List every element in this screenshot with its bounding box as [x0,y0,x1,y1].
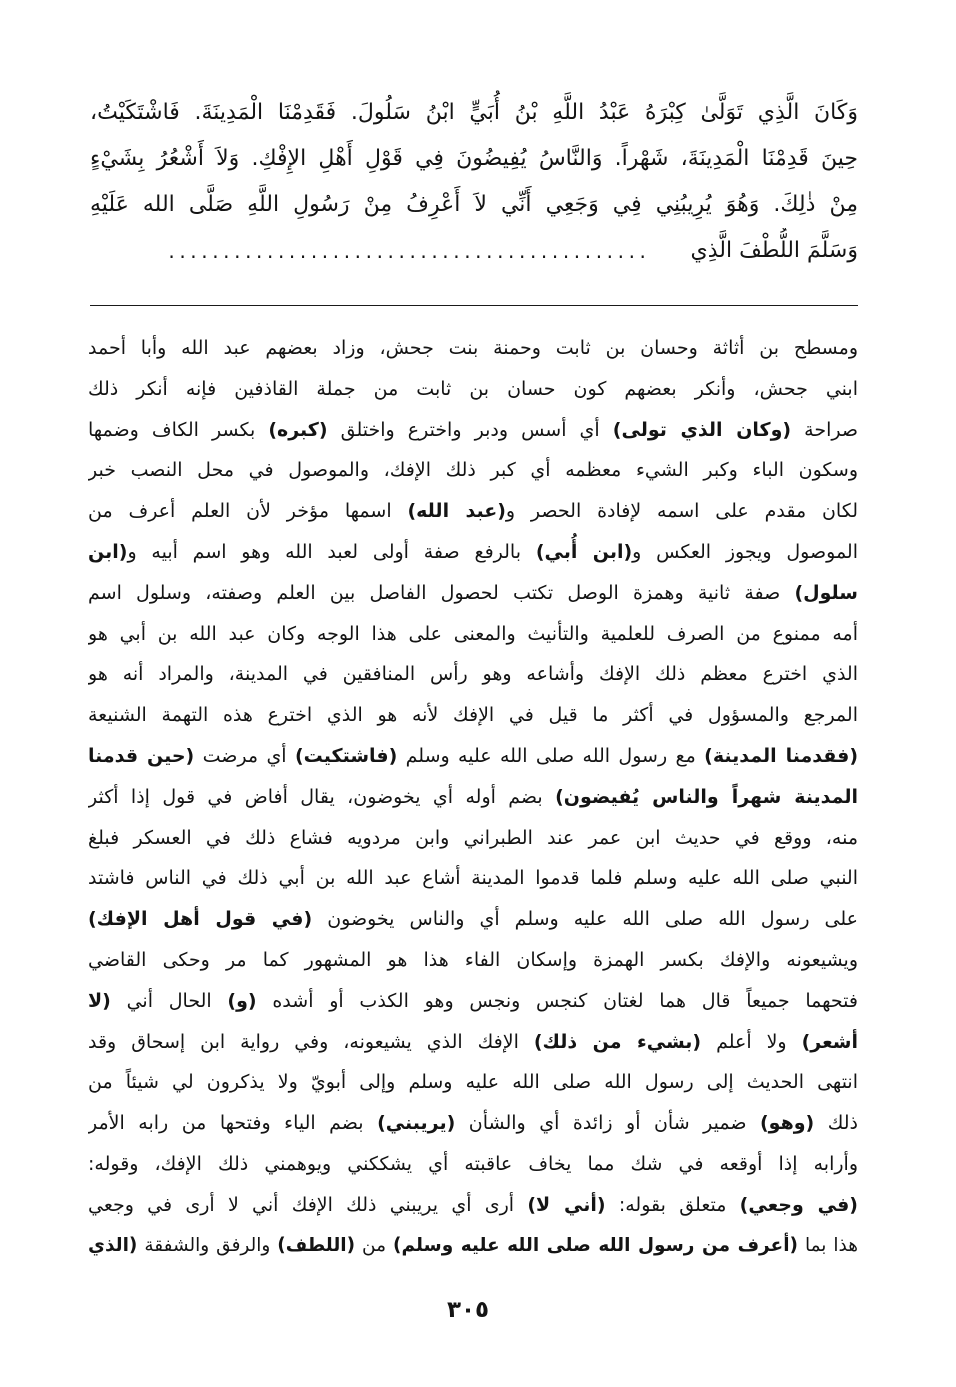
commentary-line [88,1103,858,1144]
commentary-line [88,1226,858,1267]
commentary-quoted-phrase: (عبد الله) [407,500,506,523]
commentary-text: الموصول ويجوز العكس و [632,540,858,563]
commentary-text: متعلق بقوله: [605,1193,740,1216]
commentary-text: أمه ممنوع من الصرف للعلمية والتأنيث والمعنى على هذا الوجه وكان عبد الله بن أبي هو [88,622,858,645]
commentary-line [88,858,858,899]
commentary-text: بالرفع صفة أولى لعبد الله وهو اسم أبيه و [127,540,536,563]
commentary-text: على رسول الله صلى الله عليه وسلم أي والناس يخوضون [312,908,858,931]
commentary-quoted-phrase: (اللطف) [277,1234,356,1256]
commentary-block [88,328,858,1266]
commentary-quoted-phrase: (لا [88,989,111,1012]
commentary-text: الحال أني [110,989,228,1012]
commentary-line [88,818,858,859]
commentary-text: الإفك الذي يشيعونه، وفي رواية ابن إسحاق وقد [88,1030,534,1053]
commentary-line [88,940,858,981]
commentary-text: والرفق والشفقة [137,1234,278,1256]
commentary-text: بضم الياء وفتحها من رابه الأمر [88,1112,378,1135]
commentary-line [88,573,858,614]
commentary-quoted-phrase: (أني لا) [527,1193,606,1216]
commentary-quoted-phrase: (في وجعي) [739,1193,858,1216]
commentary-line [88,532,858,573]
commentary-line [88,695,858,736]
commentary-text: انتهى الحديث إلى رسول الله صلى الله عليه وسلم وإلى أبويّ ولا يذكرون لي شيئاً من [88,1071,858,1094]
commentary-quoted-phrase: (وكان الذي تولى) [612,418,792,441]
commentary-quoted-phrase: (ابن أُبي) [535,540,633,563]
commentary-text: بضم أوله أي يخوضون، يقال أفاض في قول إذا أكثر [88,785,556,808]
commentary-quoted-phrase: (ابن [88,540,128,563]
commentary-line [88,981,858,1022]
main-text-line-end: وَسَلَّمَ اللُّطْفَ الَّذِي [690,238,858,263]
main-text-last-line [90,228,858,274]
commentary-text: وأرابه إذا أوقعه في شك مما يخاف عاقبته أي يشككني ويوهمني ذلك الإفك، وقوله: [88,1152,858,1175]
commentary-quoted-phrase: (كبره) [268,418,328,441]
commentary-text: ومسطح بن أثاثة وحسان بن ثابت وحمنة بنت جحش، وزاد بعضهم عبد الله وأبا أحمد [88,337,858,359]
commentary-quoted-phrase: (يريبني) [377,1112,456,1135]
commentary-text: هذا بما [798,1234,858,1256]
commentary-quoted-phrase: (فقدمنا المدينة) [704,744,858,767]
commentary-line [88,777,858,818]
commentary-quoted-phrase: أشعر) [801,1030,858,1053]
commentary-text: أرى أي يريبني ذلك الإفك أني لا أرى في وجعي [88,1193,528,1216]
commentary-text: أي مرضت [194,744,295,767]
commentary-quoted-phrase: (أعرف من رسول الله صلى الله عليه وسلم) [392,1234,798,1256]
commentary-line [88,1062,858,1103]
commentary-text: ولا أعلم [701,1030,802,1053]
commentary-text: ذلك [814,1112,858,1135]
commentary-line [88,410,858,451]
commentary-quoted-phrase: (وهو) [759,1112,815,1135]
main-text-line: حِينَ قَدِمْنَا الْمَدِينَةَ، شَهْراً. وَالنَّاسُ يُفِيضُونَ فِي قَوْلِ أَهْلِ الإِفْكِ. وَلاَ أَشْعُرُ بِشَيْءٍ [90,146,858,171]
commentary-quoted-phrase: المدينة شهراً والناس يُفيضون) [555,785,858,808]
commentary-line [88,736,858,777]
main-hadith-text [90,90,858,274]
commentary-text: ابني جحش، وأنكر بعضهم كون حسان بن ثابت من جملة القاذفين فإنه أنكر ذلك [88,377,858,400]
continuation-dots: ............................................ [168,239,651,263]
commentary-quoted-phrase: (في قول أهل الإفك) [88,908,313,931]
commentary-text: ضمير شأن أو زائدة أي والشأن [455,1112,760,1135]
main-text-line: وَكَانَ الَّذِي تَوَلَّىٰ كِبْرَهُ عَبْدُ اللَّهِ بْنُ أُبَيٍّ ابْنُ سَلُولَ. فَقَدِمْنَا الْمَدِينَةَ. فَاشْتَكَيْتُ، [90,100,858,125]
commentary-text: الذي اخترع معظم ذلك الإفك وأشاعه وهو رأس المنافقين في المدينة، والمراد أنه هو [88,663,858,686]
commentary-text: فتحهما جميعاً قال هما لغتان كنجس ونجس وهو الكذب أو أشده [256,989,858,1012]
commentary-line [88,491,858,532]
commentary-text: من [355,1234,393,1256]
commentary-quoted-phrase: (بشيء من ذلك) [533,1030,702,1053]
commentary-line [88,369,858,410]
commentary-line [88,899,858,940]
commentary-line [88,450,858,491]
commentary-text: المرجع والمسؤول في أكثر ما قيل في الإفك لأنه هو الذي اخترع هذه التهمة الشنيعة [88,704,858,727]
commentary-text: لكان مقدم على اسمه لإفادة الحصر و [505,500,858,523]
commentary-line [88,654,858,695]
commentary-text: اسمها مؤخر لأن العلم أعرف من [88,500,408,523]
commentary-text: بكسر الكاف وضمها [88,418,269,441]
main-text-line: مِنْ ذٰلِكَ. وَهُوَ يُرِيبُنِي فِي وَجَعِي أَنِّي لاَ أَعْرِفُ مِنْ رَسُولِ اللَّهِ صَلَّى الله عَلَيْهِ [90,192,858,217]
commentary-text: مع رسول الله صلى الله عليه وسلم [397,744,705,767]
commentary-line [88,1185,858,1226]
commentary-text: ويشيعونه والإفك بكسر الهمزة وإسكان الفاء هذا هو المشهور كما مر وحكى القاضي [88,948,858,971]
commentary-text: صراحة [791,418,858,441]
commentary-text: وسكون الباء وكبر الشيء معظمه أي كبر ذلك الإفك، والموصول في محل النصب خبر [88,459,858,482]
commentary-quoted-phrase: (الذي [88,1234,138,1256]
commentary-quoted-phrase: سلول) [794,581,858,604]
commentary-quoted-phrase: (و) [227,989,257,1012]
commentary-text: أي أسس ودبر واخترع واختلق [327,418,613,441]
commentary-line [88,328,858,369]
commentary-text: منه، ووقع في حديث ابن عمر عند الطبراني وابن مردويه فشاع ذلك في العسكر فبلغ [88,826,858,849]
commentary-quoted-phrase: (فاشتكيت) [294,744,398,767]
commentary-text: صفة ثانية وهمزة الوصل تكتب لحصول الفاصل بين العلم وصفته، وسلول اسم [88,581,795,604]
commentary-line [88,614,858,655]
commentary-line [88,1022,858,1063]
page-number: ٣٠٥ [446,1297,490,1323]
commentary-text: النبي صلى الله عليه وسلم فلما قدموا المدينة أشاع عبد الله بن أبي ذلك في الناس فاشتد [88,867,858,890]
footnote-separator-rule [90,305,858,306]
commentary-line [88,1144,858,1185]
commentary-quoted-phrase: (حين قدمنا [88,744,195,767]
